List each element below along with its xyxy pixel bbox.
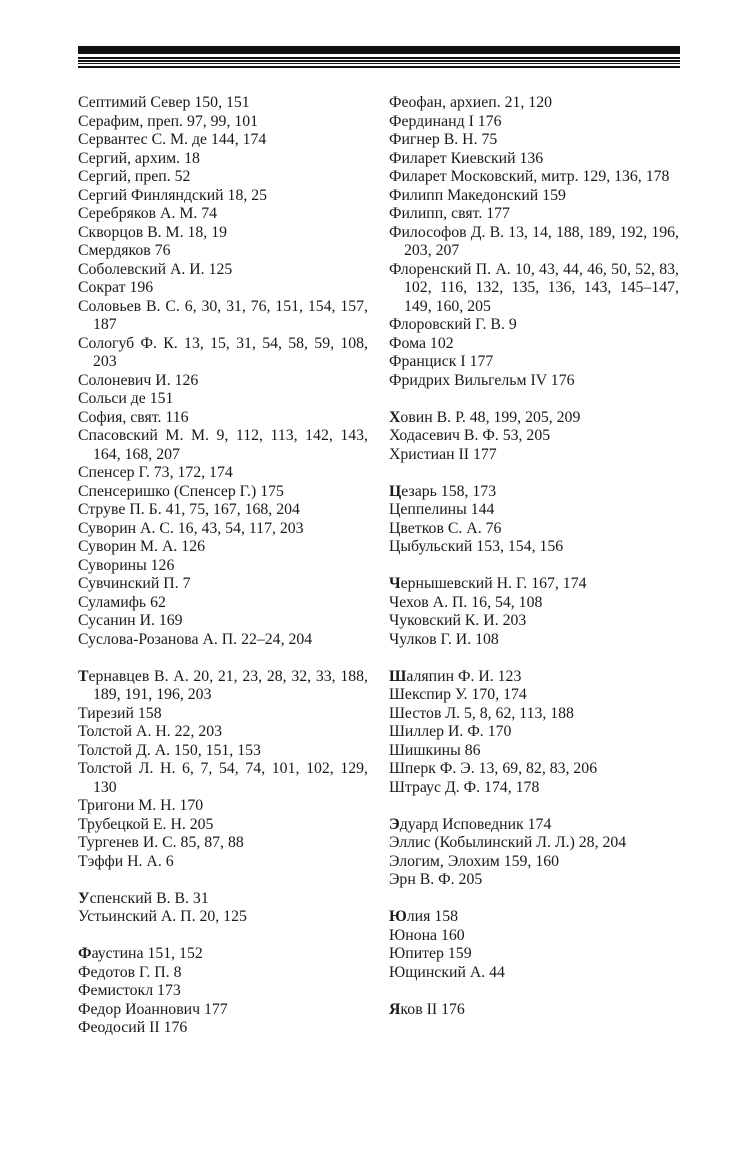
index-entry: Феофан, архиеп. 21, 120 [389, 94, 553, 111]
index-entry: Фома 102 [389, 334, 454, 352]
index-entry: Чехов А. П. 16, 54, 108 [389, 593, 543, 611]
index-entry: Спенсер Г. 73, 172, 174 [78, 464, 233, 481]
index-entry: Христиан II 177 [389, 445, 497, 463]
index-entry: Юнона 160 [389, 926, 465, 944]
index-entry: Элогим, Элохим 159, 160 [389, 852, 560, 870]
index-entry: Федор Иоаннович 177 [78, 1000, 228, 1018]
letter-group-gap [389, 797, 679, 816]
index-entry: Фердинанд I 176 [389, 112, 502, 130]
header-thin-rule [78, 63, 680, 64]
index-entry: Толстой Д. А. 150, 151, 153 [78, 741, 261, 759]
header-thin-rule [78, 57, 680, 59]
index-entry: Философов Д. В. 13, 14, 188, 189, 192, 196, 203, 207 [389, 223, 679, 259]
index-entry: Сувчинский П. 7 [78, 575, 191, 592]
index-entry: Феодосий II 176 [78, 1019, 188, 1036]
index-entry: Тэффи Н. А. 6 [78, 852, 174, 870]
index-entry: Юлия 158 [389, 908, 459, 925]
header-thick-rule [78, 46, 680, 54]
letter-group-gap [389, 890, 679, 909]
index-entry: Сергий, архим. 18 [78, 149, 200, 167]
index-entry: Шестов Л. 5, 8, 62, 113, 188 [389, 704, 574, 722]
group-initial-letter: Т [78, 667, 89, 685]
index-column-right [389, 94, 679, 1019]
index-entry: Шаляпин Ф. И. 123 [389, 667, 522, 685]
index-entry: Серебряков А. М. 74 [78, 205, 218, 222]
letter-group-gap [389, 464, 679, 483]
index-entry: Чулков Г. И. 108 [389, 630, 499, 648]
letter-group-gap [78, 649, 368, 668]
index-entry: Фридрих Вильгельм IV 176 [389, 371, 575, 389]
index-entry: Устьинский А. П. 20, 125 [78, 908, 247, 925]
index-entry: Чуковский К. И. 203 [389, 612, 527, 629]
index-entry: Ховин В. Р. 48, 199, 205, 209 [389, 408, 581, 426]
index-entry: Соболевский А. И. 125 [78, 260, 233, 278]
group-initial-letter: У [78, 889, 90, 907]
group-initial-letter: Ю [389, 908, 407, 925]
index-entry: Цеппелины 144 [389, 501, 495, 518]
index-entry: Фигнер В. Н. 75 [389, 131, 498, 148]
index-entry: Филарет Киевский 136 [389, 149, 544, 167]
index-entry: Спасовский М. М. 9, 112, 113, 142, 143, 164, 168, 207 [78, 427, 368, 463]
index-entry: Федотов Г. П. 8 [78, 963, 182, 981]
index-entry: Суслова-Розанова А. П. 22–24, 204 [78, 630, 313, 648]
group-initial-letter: Х [389, 408, 401, 426]
index-entry: Спенсеришко (Спенсер Г.) 175 [78, 482, 284, 500]
letter-group-gap [389, 557, 679, 576]
index-entry: Соловьев В. С. 6, 30, 31, 76, 151, 154, 157, 187 [78, 297, 368, 333]
index-entry: Сольси де 151 [78, 390, 174, 407]
index-entry: Сергий Финляндский 18, 25 [78, 186, 268, 204]
index-entry: Ходасевич В. Ф. 53, 205 [389, 427, 551, 444]
index-entry: Сологуб Ф. К. 13, 15, 31, 54, 58, 59, 108, 203 [78, 334, 368, 370]
index-entry: Толстой Л. Н. 6, 7, 54, 74, 101, 102, 129, 130 [78, 760, 368, 796]
index-entry: Толстой А. Н. 22, 203 [78, 723, 223, 740]
index-entry: Трубецкой Е. Н. 205 [78, 815, 214, 833]
index-entry: Цветков С. А. 76 [389, 519, 502, 537]
index-entry: Суворин М. А. 126 [78, 538, 205, 555]
group-initial-letter: Ц [389, 482, 402, 500]
letter-group-gap [389, 982, 679, 1001]
index-entry: Суворин А. С. 16, 43, 54, 117, 203 [78, 519, 304, 537]
index-entry: Эдуард Исповедник 174 [389, 815, 552, 833]
index-entry: Серафим, преп. 97, 99, 101 [78, 112, 259, 130]
index-entry: Шиллер И. Ф. 170 [389, 723, 512, 740]
index-entry: Юпитер 159 [389, 945, 472, 962]
index-entry: Суламифь 62 [78, 593, 166, 611]
index-entry: Шекспир У. 170, 174 [389, 686, 527, 703]
index-entry: Шперк Ф. Э. 13, 69, 82, 83, 206 [389, 760, 598, 777]
index-entry: Флоровский Г. В. 9 [389, 316, 517, 333]
index-entry: Сергий, преп. 52 [78, 168, 191, 185]
header-thin-rule [78, 66, 680, 68]
index-entry: Скворцов В. М. 18, 19 [78, 223, 227, 241]
index-entry: Франциск I 177 [389, 353, 494, 370]
index-entry: Тургенев И. С. 85, 87, 88 [78, 834, 244, 851]
group-initial-letter: Я [389, 1000, 401, 1018]
header-thin-rule [78, 60, 680, 62]
index-entry: Тернавцев В. А. 20, 21, 23, 28, 32, 33, 188, 189, 191, 196, 203 [78, 667, 368, 703]
index-entry: Эрн В. Ф. 205 [389, 871, 483, 888]
group-initial-letter: Э [389, 815, 400, 833]
index-entry: Филарет Московский, митр. 129, 136, 178 [389, 168, 670, 185]
index-entry: Чернышевский Н. Г. 167, 174 [389, 575, 587, 592]
index-entry: Смердяков 76 [78, 242, 171, 259]
index-entry: Солоневич И. 126 [78, 371, 199, 389]
index-entry: Шишкины 86 [389, 741, 481, 759]
index-entry: Тригони М. Н. 170 [78, 797, 204, 814]
index-entry: Успенский В. В. 31 [78, 889, 209, 907]
index-entry: Струве П. Б. 41, 75, 167, 168, 204 [78, 501, 300, 518]
group-initial-letter: Ч [389, 575, 401, 592]
index-entry: Эллис (Кобылинский Л. Л.) 28, 204 [389, 834, 627, 851]
index-entry: София, свят. 116 [78, 408, 189, 426]
letter-group-gap [78, 871, 368, 890]
index-entry: Сократ 196 [78, 279, 154, 296]
index-entry: Ющинский А. 44 [389, 963, 505, 981]
index-entry: Филипп Македонский 159 [389, 186, 566, 204]
index-entry: Флоренский П. А. 10, 43, 44, 46, 50, 52, 83, 102, 116, 132, 135, 136, 143, 145–147, 149, 160, 205 [389, 260, 679, 315]
index-entry: Филипп, свят. 177 [389, 205, 510, 222]
index-entry: Суворины 126 [78, 556, 175, 574]
index-entry: Яков II 176 [389, 1000, 465, 1018]
letter-group-gap [389, 390, 679, 409]
index-entry: Фемистокл 173 [78, 982, 181, 999]
page-header-ornament [78, 46, 680, 70]
index-entry: Тирезий 158 [78, 704, 162, 722]
index-entry: Цыбульский 153, 154, 156 [389, 538, 564, 555]
index-entry: Сусанин И. 169 [78, 612, 183, 629]
index-entry: Штраус Д. Ф. 174, 178 [389, 778, 540, 796]
letter-group-gap [389, 649, 679, 668]
index-column-left [78, 94, 368, 1038]
group-initial-letter: Ф [78, 945, 92, 962]
index-entry: Сервантес С. М. де 144, 174 [78, 131, 267, 148]
index-entry: Цезарь 158, 173 [389, 482, 497, 500]
index-entry: Фаустина 151, 152 [78, 945, 203, 962]
index-entry: Септимий Север 150, 151 [78, 94, 250, 111]
group-initial-letter: Ш [389, 667, 407, 685]
letter-group-gap [78, 927, 368, 946]
